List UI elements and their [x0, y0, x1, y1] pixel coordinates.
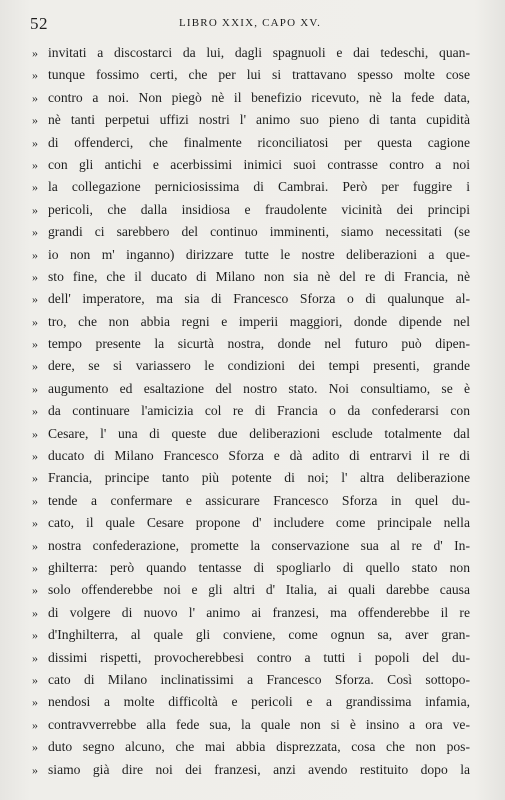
quotation-guillemet: » [32, 516, 38, 531]
text-line [32, 64, 470, 86]
text-line [32, 512, 470, 534]
text-line [32, 535, 470, 557]
quotation-guillemet: » [32, 628, 38, 643]
line-text: d'Inghilterra, al quale gli conviene, come ognun sa, aver gran- [48, 627, 470, 643]
quotation-guillemet: » [32, 180, 38, 195]
text-line [32, 445, 470, 467]
text-line [32, 333, 470, 355]
text-line [32, 288, 470, 310]
line-text: grandi ci sarebbero del continuo imminenti, siamo necessitati (se [48, 224, 470, 240]
line-text: tende a confermare e assicurare Francesco Sforza in quel du- [48, 492, 470, 508]
line-text: invitati a discostarci da lui, dagli spagnuoli e dai tedeschi, quan- [48, 45, 470, 60]
quotation-guillemet: » [32, 314, 38, 329]
quotation-guillemet: » [32, 762, 38, 777]
line-text: tro, che non abbia regni e imperii maggiori, donde dipende nel [48, 313, 470, 329]
quotation-guillemet: » [32, 560, 38, 575]
quotation-guillemet: » [32, 269, 38, 284]
quotation-guillemet: » [32, 493, 38, 508]
text-line [32, 490, 470, 512]
text-line [32, 557, 470, 579]
quotation-guillemet: » [32, 225, 38, 240]
quotation-guillemet: » [32, 449, 38, 464]
line-text: tempo presente la sicurtà nostra, donde nel futuro può dipen- [48, 336, 470, 352]
quotation-guillemet: » [32, 426, 38, 441]
text-line [32, 647, 470, 669]
text-line [32, 759, 470, 781]
quotation-guillemet: » [32, 359, 38, 374]
quotation-guillemet: » [32, 202, 38, 217]
quotation-guillemet: » [32, 538, 38, 553]
line-text: contravverrebbe alla fede sua, la quale non si è insino a ora ve- [48, 716, 470, 732]
quotation-guillemet: » [32, 113, 38, 128]
text-line [32, 624, 470, 646]
line-text: io non m' inganno) dirizzare tutte le nostre deliberazioni a que- [48, 246, 470, 262]
text-line [32, 311, 470, 333]
quotation-guillemet: » [32, 381, 38, 396]
line-text: cato di Milano inclinatissimi a Francesco Sforza. Così sottopo- [48, 671, 470, 687]
page-number: 52 [30, 14, 48, 33]
line-text: nendosi a molte difficoltà e pericoli e a grandissima infamia, [48, 694, 470, 710]
text-line [32, 244, 470, 266]
text-line [32, 355, 470, 377]
quotation-guillemet: » [32, 717, 38, 732]
line-text: dere, se si variassero le condizioni dei tempi presenti, grande [48, 358, 470, 374]
line-text: nostra confederazione, promette la conservazione sua al re d' In- [48, 537, 470, 553]
text-line [32, 42, 470, 64]
text-line [32, 467, 470, 489]
quotation-guillemet: » [32, 46, 38, 60]
line-text: dell' imperatore, ma sia di Francesco Sforza o di qualunque al- [48, 291, 470, 307]
line-text: augumento ed esaltazione del nostro stato. Noi consultiamo, se è [48, 380, 470, 396]
line-text: contro a noi. Non piegò nè il benefizio ricevuto, nè la fede data, [48, 89, 470, 105]
quotation-guillemet: » [32, 695, 38, 710]
text-line [32, 132, 470, 154]
running-title: LIBRO XXIX, CAPO XV. [178, 17, 322, 29]
line-text: la collegazione perniciosissima di Cambrai. Però per fuggire i [48, 179, 470, 195]
line-text: solo offenderebbe noi e gli altri d' Italia, ai quali darebbe causa [48, 582, 470, 598]
line-text: con gli antichi e acerbissimi inimici suoi contrasse contro a noi [48, 156, 470, 172]
text-line [32, 400, 470, 422]
quotation-guillemet: » [32, 68, 38, 83]
line-text: dissimi rispetti, provocherebbesi contro a tutti i popoli del du- [48, 649, 470, 665]
quotation-guillemet: » [32, 337, 38, 352]
text-line [32, 266, 470, 288]
quotation-guillemet: » [32, 605, 38, 620]
line-text: duto segno alcuno, che mai abbia disprezzata, cosa che non pos- [48, 739, 470, 755]
text-line [32, 176, 470, 198]
quotation-guillemet: » [32, 135, 38, 150]
quotation-guillemet: » [32, 247, 38, 262]
text-line [32, 87, 470, 109]
quotation-guillemet: » [32, 157, 38, 172]
quotation-guillemet: » [32, 672, 38, 687]
quotation-guillemet: » [32, 740, 38, 755]
text-line [32, 199, 470, 221]
text-line [32, 602, 470, 624]
line-text: Cesare, l' una di queste due deliberazioni esclude totalmente dal [48, 425, 470, 441]
quotation-guillemet: » [32, 292, 38, 307]
text-line [32, 691, 470, 713]
text-line [32, 221, 470, 243]
text-line [32, 154, 470, 176]
quotation-guillemet: » [32, 404, 38, 419]
line-text: da continuare l'amicizia col re di Francia o da confederarsi con [48, 403, 470, 419]
line-text: cato, il quale Cesare propone d' includere come principale nella [48, 515, 470, 531]
text-line [32, 423, 470, 445]
text-line [32, 579, 470, 601]
line-text: sto fine, che il ducato di Milano non sia nè del re di Francia, nè [48, 268, 470, 284]
line-text: pericoli, che dalla insidiosa e fraudolente vicinità dei principi [48, 201, 470, 217]
text-line [32, 714, 470, 736]
line-text: ghilterra: però quando tentasse di spogliarlo di quello stato non [48, 559, 470, 575]
text-line [32, 736, 470, 758]
line-text: nè tanti perpetui uffizi nostri l' animo suo pieno di tanta cupidità [48, 112, 470, 128]
quotation-guillemet: » [32, 583, 38, 598]
line-text: Francia, principe tanto più potente di noi; l' altra deliberazione [48, 470, 470, 486]
line-text: siamo già dire noi dei franzesi, anzi avendo restituito dopo la [48, 761, 470, 777]
text-line [32, 669, 470, 691]
body-text [32, 42, 470, 781]
quotation-guillemet: » [32, 650, 38, 665]
line-text: tunque fossimo certi, che per lui si trattavano spesso molte cose [48, 67, 470, 83]
quotation-guillemet: » [32, 471, 38, 486]
page-header [30, 14, 470, 34]
line-text: di offenderci, che finalmente riconciliatosi per questa cagione [48, 134, 470, 150]
text-line [32, 378, 470, 400]
line-text: di volgere di nuovo l' animo ai franzesi, ma offenderebbe il re [48, 604, 470, 620]
text-line [32, 109, 470, 131]
quotation-guillemet: » [32, 90, 38, 105]
line-text: ducato di Milano Francesco Sforza e dà adito di entrarvi il re di [48, 448, 470, 464]
